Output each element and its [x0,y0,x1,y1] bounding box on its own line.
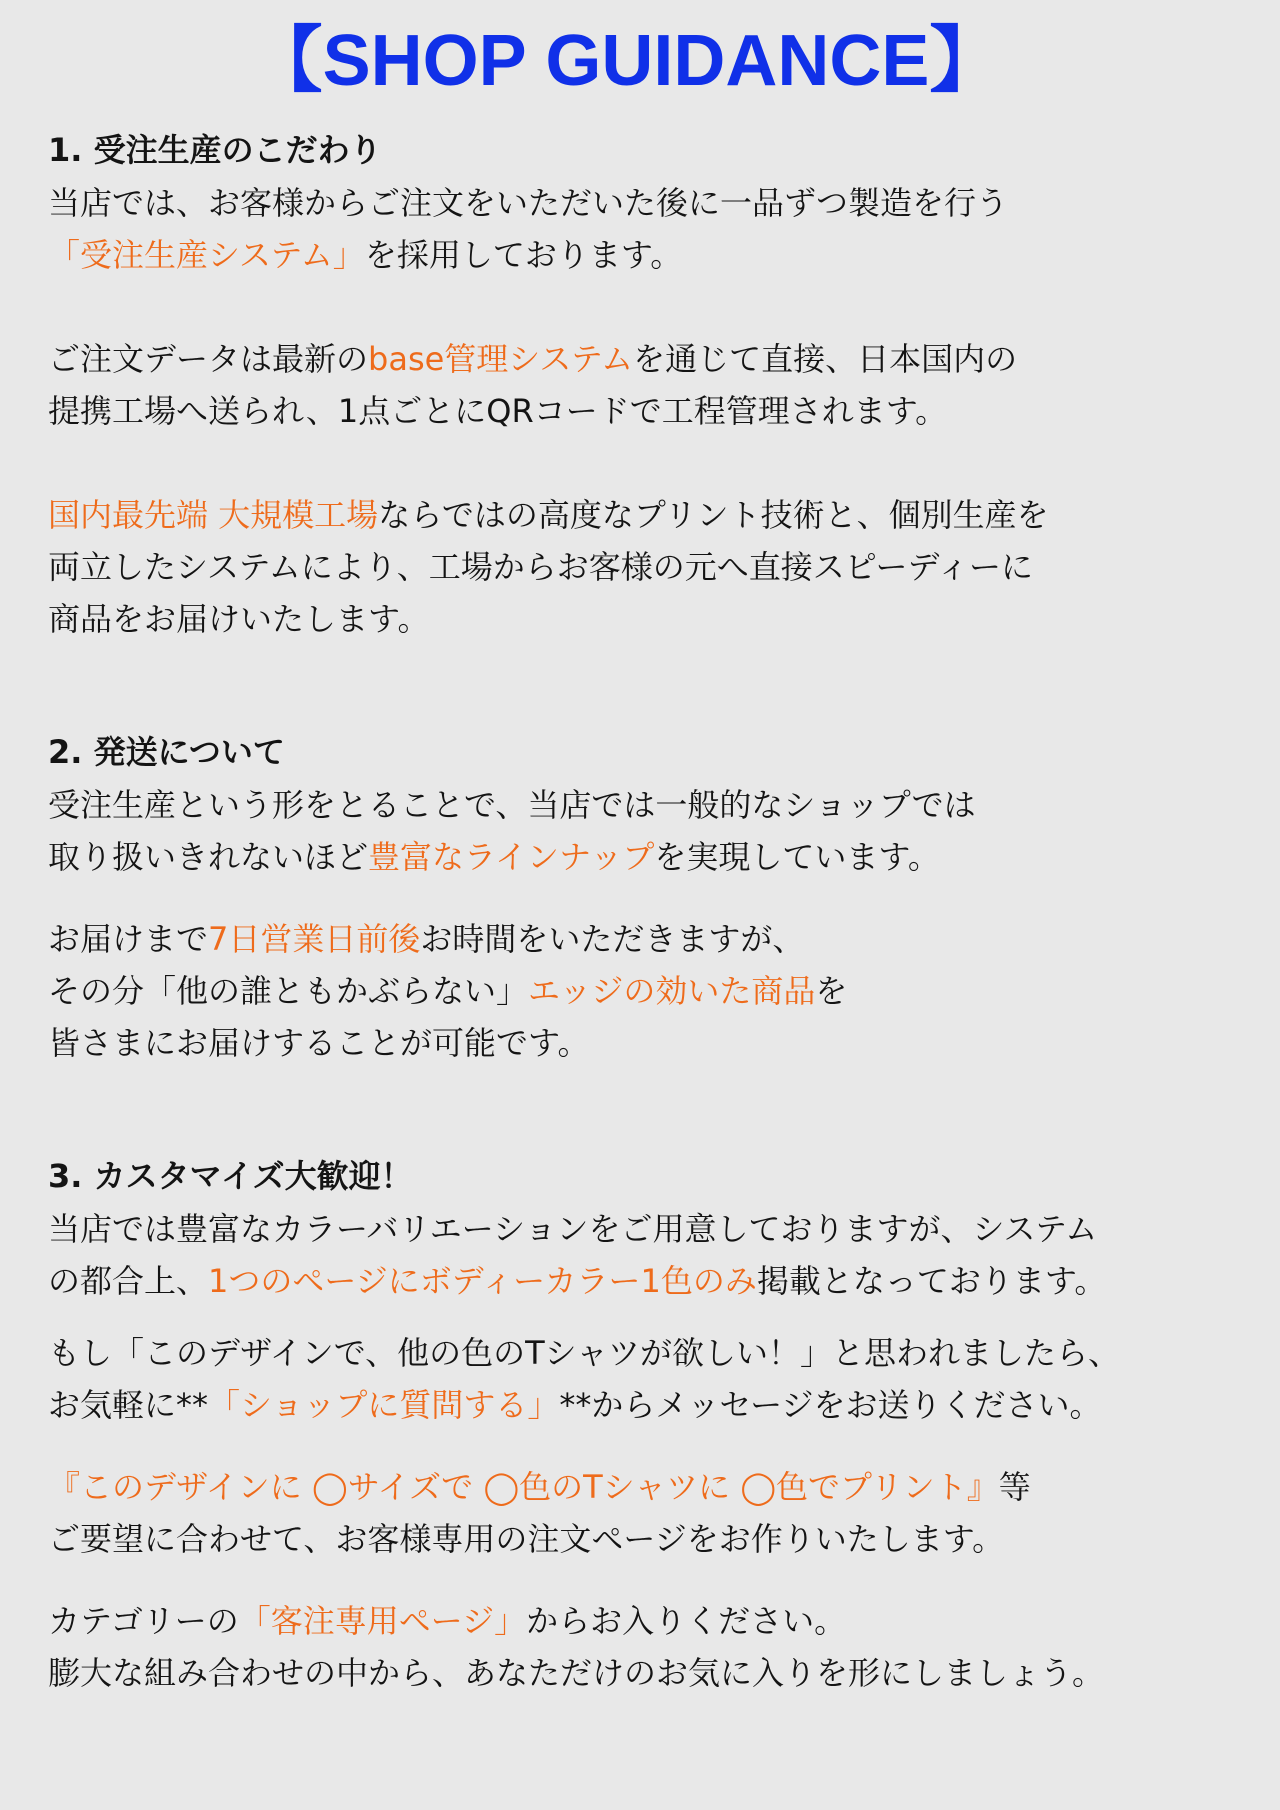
text-line: **からメッセージをお送りください。 [559,1386,1102,1424]
section-heading: 2. 発送について [48,733,285,771]
text-line: もし「このデザインで、他の色のTシャツが欲しい！」と思われましたら、 [48,1334,1121,1372]
text-line: 掲載となっております。 [756,1262,1107,1300]
section-made-to-order [48,123,1240,645]
text-line: ならではの高度なプリント技術と、個別生産を [378,496,1049,534]
text-line: の都合上、 [48,1262,209,1300]
text-line: からお入りください。 [526,1602,847,1640]
paragraph [48,1327,1240,1431]
text-line: を通じて直接、日本国内の [633,340,1018,378]
highlight-text: 『このデザインに ◯サイズで ◯色のTシャツに ◯色でプリント』 [48,1468,999,1506]
highlight-text: base管理システム [368,340,634,378]
highlight-text: 「受注生産システム」 [48,236,365,274]
text-line: 受注生産という形をとることで、当店では一般的なショップでは [48,786,976,824]
paragraph [48,779,1240,883]
section-customize [48,1149,1240,1699]
text-line: 当店では、お客様からご注文をいただいた後に一品ずつ製造を行う [48,184,1009,222]
paragraph [48,1203,1240,1307]
highlight-text: 7日営業日前後 [208,920,421,958]
highlight-text: エッジの効いた商品 [528,972,816,1010]
text-line: を採用しております。 [364,236,683,274]
text-line: 取り扱いきれないほど [48,838,369,876]
text-line: 商品をお届けいたします。 [48,600,430,638]
text-line: カテゴリーの [48,1602,239,1640]
text-line: 皆さまにお届けすることが可能です。 [48,1024,590,1062]
text-line: 両立したシステムにより、工場からお客様の元へ直接スピーディーに [48,548,1033,586]
paragraph [48,913,1240,1069]
text-line: 膨大な組み合わせの中から、あなただけのお気に入りを形にしましょう。 [48,1654,1105,1692]
text-line: ご要望に合わせて、お客様専用の注文ページをお作りいたします。 [48,1520,1005,1558]
text-line: その分「他の誰ともかぶらない」 [48,972,529,1010]
highlight-text: 国内最先端 大規模工場 [48,496,379,534]
text-line: お気軽に** [48,1386,209,1424]
section-heading: 3. カスタマイズ大歓迎！ [48,1157,413,1195]
paragraph [48,333,1240,437]
highlight-text: 「ショップに質問する」 [208,1386,560,1424]
text-line: お時間をいただきますが、 [420,920,805,958]
highlight-text: 豊富なラインナップ [368,838,655,876]
text-line: 提携工場へ送られ、1点ごとにQRコードで工程管理されます。 [48,392,948,430]
text-line: を [815,972,848,1010]
paragraph [48,1595,1240,1699]
section-shipping [48,725,1240,1069]
paragraph [48,177,1240,281]
section-heading: 1. 受注生産のこだわり [48,131,382,169]
text-line: ご注文データは最新の [48,340,369,378]
text-line: お届けまで [48,920,209,958]
page-title: 【SHOP GUIDANCE】 [250,21,1002,101]
paragraph [48,1461,1240,1565]
paragraph [48,489,1240,645]
text-line: 等 [998,1468,1031,1506]
highlight-text: 「客注専用ページ」 [238,1602,527,1640]
text-line: 当店では豊富なカラーバリエーションをご用意しておりますが、システム [48,1210,1098,1248]
text-line: を実現しています。 [654,838,940,876]
highlight-text: 1つのページにボディーカラー1色のみ [208,1262,757,1300]
